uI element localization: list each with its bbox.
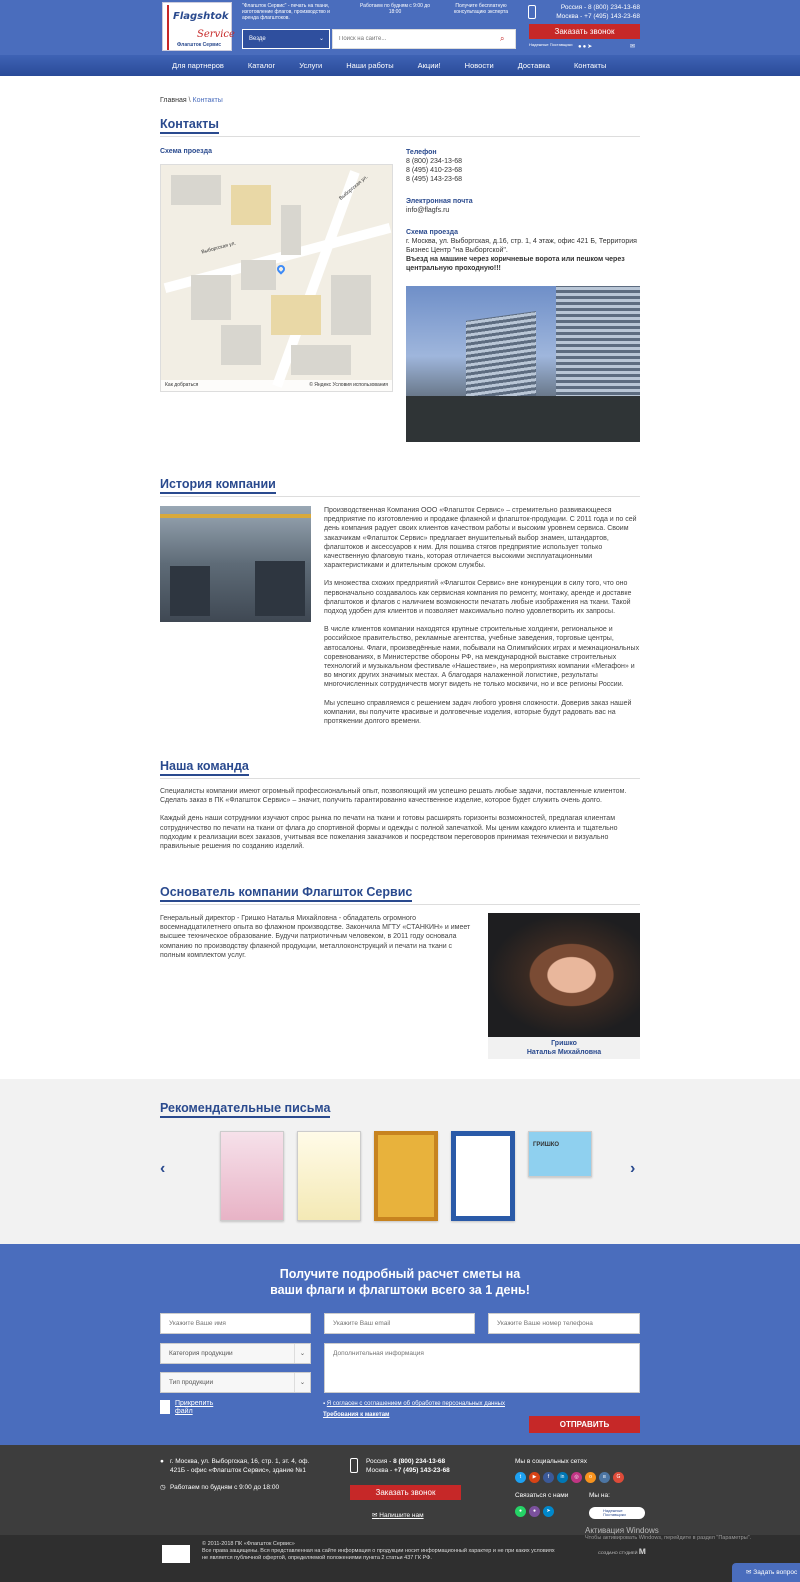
- category-select-value: Категория продукции: [169, 1350, 233, 1357]
- scheme2-label: Схема проезда: [406, 229, 458, 236]
- nav-catalog[interactable]: Каталог: [247, 61, 276, 70]
- letter-thumb[interactable]: [374, 1131, 438, 1221]
- founder-photo: [488, 913, 640, 1037]
- letter-thumb[interactable]: [220, 1131, 284, 1221]
- founder-surname: Гришко: [551, 1040, 577, 1047]
- chevron-down-icon: ⌄: [294, 1373, 310, 1392]
- scheme-label: Схема проезда: [160, 148, 212, 155]
- founder-caption: [488, 1037, 640, 1059]
- whatsapp-icon[interactable]: ●: [578, 44, 583, 50]
- suppliers-badge-label: Надежные Поставщики: [603, 1508, 626, 1517]
- phone-icon: [350, 1458, 358, 1473]
- letter-thumb[interactable]: [528, 1131, 592, 1177]
- chevron-down-icon: ⌄: [318, 36, 324, 42]
- founder-text: Генеральный директор - Гришко Наталья Михайловна - обладатель огромного восемнадцатилетнего опыта во флажном производстве. Закончила МГТУ «СТАНКИН» и имеет высшее техническое образование. Будучи патриотичным человеком, в 2011 году основала компанию по производству флажной продукции, металлоконструкций и печати на ткани с полным комплектом услуг.: [160, 915, 471, 959]
- footer-hours-text: Работаем по будням с 9:00 до 18:00: [170, 1484, 280, 1491]
- windows-activation-title: Активация Windows: [585, 1526, 659, 1535]
- footer-phones: [350, 1458, 450, 1475]
- telegram-icon[interactable]: ➤: [543, 1506, 554, 1517]
- instagram-icon[interactable]: ◎: [571, 1472, 582, 1483]
- footer-we-on-title: Мы на:: [589, 1492, 610, 1499]
- contact-email[interactable]: info@flagfs.ru: [406, 207, 450, 214]
- nav-promo[interactable]: Акции!: [417, 61, 441, 70]
- footer-hours: [160, 1484, 310, 1493]
- logo-text-mid: Service: [197, 29, 235, 40]
- footer-legal: [202, 1541, 562, 1562]
- mail-icon[interactable]: ✉: [630, 44, 636, 50]
- footer-phone-ru-value: 8 (800) 234-13-68: [393, 1458, 446, 1465]
- phone-moscow[interactable]: Москва - +7 (495) 143-23-68: [556, 13, 640, 20]
- footer-address-text: г. Москва, ул. Выборгская, 16, стр. 1, эт. 4, оф. 421Б - офис «Флагшток Сервис», здание №1: [170, 1458, 310, 1474]
- flag-pole-icon: [167, 5, 169, 50]
- form-title-line: Получите подробный расчет сметы на: [279, 1267, 521, 1281]
- attach-file-link[interactable]: [160, 1400, 225, 1416]
- mail-icon: ✉: [372, 1512, 380, 1519]
- type-select-value: Тип продукции: [169, 1379, 214, 1386]
- studio-logo-icon: ᴍ: [638, 1546, 647, 1557]
- main-nav: [0, 55, 800, 76]
- footer-address-block: [160, 1458, 310, 1493]
- footer-social-title: Мы в социальных сетях: [515, 1458, 587, 1465]
- page-title-text: Контакты: [160, 117, 219, 134]
- footer-logo[interactable]: [162, 1545, 190, 1563]
- footer-call-button[interactable]: Заказать звонок: [350, 1485, 461, 1500]
- clock-icon: ◷: [160, 1484, 166, 1491]
- viber-icon[interactable]: ●: [582, 44, 588, 50]
- legal-notice: Все права защищены. Вся представленная на сайте информация о продукции носит информационный характер и не при каких условиях не является публичной офертой, определяемой положениями пункта 2 статьи 437 ГК РФ.: [202, 1548, 555, 1561]
- phone-label: Телефон: [406, 149, 437, 156]
- office-building-photo: [406, 286, 640, 442]
- facebook-icon[interactable]: f: [543, 1472, 554, 1483]
- windows-activation-hint: Чтобы активировать Windows, перейдите в раздел "Параметры".: [585, 1535, 752, 1541]
- suppliers-badge[interactable]: Надежные Поставщики: [529, 42, 573, 47]
- suppliers-badge[interactable]: [589, 1507, 645, 1519]
- history-paragraph: Производственная Компания ООО «Флагшток Сервис» – стремительно развивающееся предприятие по изготовлению и продаже флажной и флагшток-продукции. С 2011 года и по сей день компания радует своих клиентов качеством работы и высоким уровнем сервиса. Своим заказчикам «Флагшток Сервис» предлагает внушительный выбор знамен, штандартов, флагштоков и аксессуаров к ним. Для пошива стягов предприятие использует только качественную флаговую ткань, которая отличается высокими эксплуатационными характеристиками и длительным сроком службы.: [324, 507, 637, 570]
- vk-icon[interactable]: в: [599, 1472, 610, 1483]
- search-scope-select[interactable]: [242, 29, 330, 49]
- footer-social-icons: [515, 1472, 627, 1483]
- history-text: [324, 506, 640, 735]
- team-text: [160, 787, 640, 860]
- studio-credit[interactable]: [598, 1548, 646, 1558]
- studio-credit-label: СОЗДАНО СТУДИЕЙ: [598, 1550, 638, 1555]
- file-icon: [160, 1400, 170, 1414]
- entrance-note: Въезд на машине через коричневые ворота или пешком через центральную проходную!!!: [406, 256, 625, 272]
- email-info: [406, 197, 473, 215]
- map-block: [171, 175, 221, 205]
- header-messengers: [578, 43, 593, 50]
- history-paragraph: Мы успешно справляемся с решением задач любого уровня сложности. Доверив заказ нашей компании, вы получите красивые и долговечные изделия, которые будут радовать вас на протяжении долгого времени.: [324, 699, 632, 726]
- history-paragraph: Из множества схожих предприятий «Флагшток Сервис» вне конкуренции в силу того, что оно первоначально создавалось как сервисная компания по ремонту, монтажу, аренде и доставке флагштоков и флагов с наличием возможности печатать любые изображения на ткани. Такой подход удобен для клиентов и позволяет максимально полно удовлетворить их запросы.: [324, 580, 632, 616]
- map-pin-icon[interactable]: [275, 263, 286, 274]
- header-hours: Работаем по будням с 9:00 до 18:00: [360, 3, 430, 15]
- header-consult[interactable]: Получите бесплатную консультацию эксперта: [453, 3, 509, 15]
- email-label: Электронная почта: [406, 198, 473, 205]
- search-input[interactable]: [332, 29, 516, 49]
- linkedin-icon[interactable]: in: [557, 1472, 568, 1483]
- footer-address: [160, 1458, 310, 1475]
- logo-text-top: Flagshtok: [173, 11, 229, 22]
- address-info: [406, 228, 640, 273]
- order-call-button[interactable]: Заказать звонок: [529, 24, 640, 39]
- viber-icon[interactable]: ●: [529, 1506, 540, 1517]
- map-street-label: Выборгская ул.: [200, 240, 237, 256]
- team-title-text: Наша команда: [160, 759, 249, 776]
- header-description: "Флагшток Сервис" - печать на ткани, изготовление флагов, производство и аренда флагштоков.: [242, 3, 330, 21]
- nav-services[interactable]: Услуги: [299, 61, 323, 70]
- map-block: [291, 345, 351, 375]
- founder-title: [160, 885, 640, 905]
- contact-address: г. Москва, ул. Выборгская, д.16, стр. 1, 4 этаж, офис 421 Б, Территория Бизнес Центр "на Выборгской".: [406, 238, 637, 254]
- machine-shape: [255, 561, 305, 616]
- map-block: [331, 275, 371, 335]
- footer-contact-title: Связаться с нами: [515, 1492, 569, 1499]
- team-paragraph: Каждый день наши сотрудники изучают спрос рынка по печати на ткани и готовы расширять горизонты возможностей, предлагая клиентам сотрудничество по печати на ткани от флага до спортивной формы и одежды с полной запечаткой. Мы ценим каждого клиента и тщательно подходим к реализации всех заказов, учитывая все пожелания заказчиков и посредством переговоров принимая технически и визуально правильные решения по созданию изделий.: [160, 815, 618, 851]
- map-terms-link[interactable]: © Яндекс Условия использования: [309, 382, 388, 388]
- telegram-icon[interactable]: ➤: [587, 44, 594, 50]
- contact-phone[interactable]: 8 (495) 410-23-68: [406, 167, 463, 174]
- youtube-icon[interactable]: ▶: [529, 1472, 540, 1483]
- consent-checkbox[interactable]: ▪ Я согласен с соглашением об обработке персональных данных: [323, 1401, 505, 1407]
- map-block: [241, 260, 276, 290]
- google-plus-icon[interactable]: G: [613, 1472, 624, 1483]
- attach-file-label: Прикрепить файл: [175, 1400, 214, 1415]
- consent-label: Я согласен с соглашением об обработке персональных данных: [326, 1401, 505, 1407]
- twitter-icon[interactable]: t: [515, 1472, 526, 1483]
- site-header: [0, 0, 800, 55]
- nav-contacts[interactable]: Контакты: [573, 61, 607, 70]
- footer-messenger-icons: [515, 1506, 557, 1517]
- map-footer: [161, 380, 392, 391]
- map-block: [271, 295, 321, 335]
- history-title-text: История компании: [160, 477, 276, 494]
- letter-thumb-text: ГРИШКО: [533, 1142, 560, 1148]
- submit-button[interactable]: ОТПРАВИТЬ: [529, 1416, 640, 1433]
- copyright: © 2011-2018 ПК «Флагшток Сервис»: [202, 1541, 295, 1547]
- map-block: [281, 205, 301, 255]
- search-icon[interactable]: ⌕: [500, 34, 505, 43]
- phone-icon: [528, 5, 536, 19]
- email-input[interactable]: [324, 1313, 475, 1334]
- location-icon: ●: [160, 1458, 164, 1465]
- contact-info: [406, 148, 462, 184]
- page-title: [160, 117, 640, 137]
- whatsapp-icon[interactable]: ●: [515, 1506, 526, 1517]
- footer-phone-msk[interactable]: [366, 1467, 450, 1476]
- history-title: [160, 477, 640, 497]
- breadcrumb-sep: \: [186, 97, 193, 104]
- founder-name: Наталья Михайловна: [526, 1049, 602, 1056]
- footer-phone-msk-value: +7 (495) 143-23-68: [393, 1466, 450, 1474]
- name-input[interactable]: [160, 1313, 311, 1334]
- founder-title-text: Основатель компании Флагшток Сервис: [160, 885, 412, 902]
- breadcrumb-current: Контакты: [192, 97, 223, 104]
- category-select[interactable]: [160, 1343, 311, 1364]
- factory-photo: [160, 506, 311, 622]
- footer-phone-msk-label: Москва -: [366, 1466, 394, 1474]
- yandex-map[interactable]: [160, 164, 393, 392]
- site-logo[interactable]: [162, 2, 235, 51]
- map-street-label: Выборгская ул.: [338, 174, 370, 202]
- form-title-line: ваши флаги и флагштоки всего за 1 день!: [270, 1283, 530, 1297]
- ask-question-button[interactable]: [732, 1563, 800, 1582]
- history-paragraph: В числе клиентов компании находятся крупные строительные холдинги, региональное и российское правительство, рекламные агентства, учебные заведения, торговые центры, автосалоны. Флаги, произведённые нами, побывали на Олимпийских играх и межнациональных соревнованиях, в Министерстве обороны РФ, на международной выставке строительных технологий и музыкальном фестивале «Нашествие», на мероприятиях компании «Мегафон» и во многих других значимых местах. А благодаря налаженной логистике, результаты многочисленных сотрудничеств могут видеть не только москвичи, но и все регионы России.: [324, 626, 640, 689]
- map-block: [221, 325, 261, 365]
- letter-thumb[interactable]: [451, 1131, 515, 1221]
- team-paragraph: Специалисты компании имеют огромный профессиональный опыт, позволяющий им успешно решать любые задачи, поставленные клиентом. Сделать заказ в ПК «Флагшток Сервис» – значит, получить гарантированно качественное изделие, которое будет служить очень долго.: [160, 788, 627, 805]
- type-select[interactable]: [160, 1372, 311, 1393]
- windows-activation-watermark: [585, 1526, 751, 1541]
- footer-write-label: Напишите нам: [379, 1512, 424, 1519]
- letters-title: [160, 1101, 640, 1120]
- footer-phone-ru-label: Россия -: [366, 1458, 394, 1465]
- phone-input[interactable]: [488, 1313, 640, 1334]
- ground-shape: [406, 396, 640, 442]
- breadcrumb: [160, 97, 223, 104]
- team-title: [160, 759, 640, 779]
- ask-question-label: Задать вопрос: [753, 1569, 798, 1576]
- search-scope-value: Везде: [249, 36, 266, 42]
- crane-shape: [160, 514, 311, 518]
- footer-phone-ru[interactable]: [366, 1458, 450, 1467]
- letter-thumb[interactable]: [297, 1131, 361, 1221]
- map-block: [191, 275, 231, 320]
- machine-shape: [170, 566, 210, 616]
- odnoklassniki-icon[interactable]: о: [585, 1472, 596, 1483]
- breadcrumb-home[interactable]: Главная: [160, 97, 187, 104]
- phone-russia[interactable]: Россия - 8 (800) 234-13-68: [560, 4, 640, 11]
- form-title: [160, 1266, 640, 1298]
- footer-write-link[interactable]: [372, 1512, 424, 1521]
- logo-text-sub: Флагшток Сервис: [177, 42, 222, 48]
- chevron-down-icon: ⌄: [294, 1344, 310, 1363]
- map-block: [231, 185, 271, 225]
- letters-title-text: Рекомендательные письма: [160, 1101, 330, 1118]
- carousel-next-icon[interactable]: ›: [630, 1160, 636, 1177]
- carousel-prev-icon[interactable]: ‹: [160, 1160, 166, 1177]
- contact-phone[interactable]: 8 (800) 234-13-68: [406, 158, 463, 165]
- nav-partners[interactable]: Для партнеров: [172, 61, 224, 70]
- map-route-link[interactable]: Как добраться: [165, 382, 199, 388]
- info-textarea[interactable]: [324, 1343, 640, 1393]
- header-phones: [540, 3, 640, 21]
- nav-works[interactable]: Наши работы: [346, 61, 394, 70]
- nav-news[interactable]: Новости: [464, 61, 494, 70]
- chat-icon: ✉: [746, 1569, 754, 1576]
- requirements-link[interactable]: Требования к макетам: [323, 1412, 390, 1418]
- contact-phone[interactable]: 8 (495) 143-23-68: [406, 176, 463, 183]
- nav-delivery[interactable]: Доставка: [517, 61, 550, 70]
